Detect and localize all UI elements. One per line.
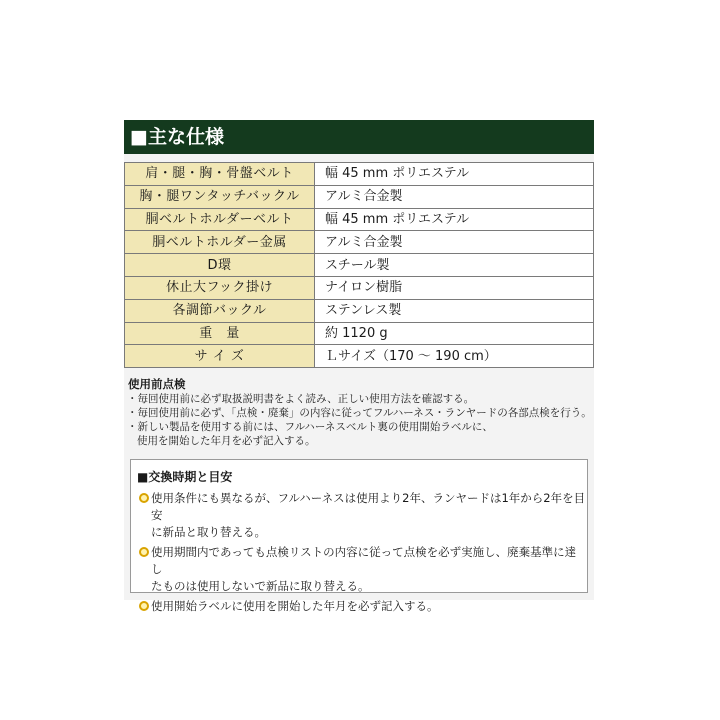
bullet-circle-icon [139, 601, 149, 611]
table-row [125, 208, 594, 231]
spec-value: 幅 45 mm ポリエステル [315, 208, 594, 231]
spec-label: 肩・腿・胸・骨盤ベルト [125, 163, 315, 186]
replacement-title: ■交換時期と目安 [137, 470, 233, 484]
table-row [125, 322, 594, 345]
spec-value: 約 1120 g [315, 322, 594, 345]
bullet-circle-icon [139, 493, 149, 503]
table-row [125, 231, 594, 254]
spec-label: 休止大フック掛け [125, 276, 315, 299]
check-line: ・毎回使用前に必ず、「点検・廃棄」の内容に従ってフルハーネス・ランヤードの各部点検を行う。 [127, 407, 592, 419]
list-item-text: 使用条件にも異なるが、フルハーネスは使用より2年、ランヤードは1年から2年を目安 [151, 491, 586, 522]
check-line: ・毎回使用前に必ず取扱説明書をよく読み、正しい使用方法を確認する。 [127, 393, 475, 405]
page-title: ■主な仕様 [124, 120, 594, 154]
list-item-text: に新品と取り替える。 [151, 525, 266, 539]
table-row [125, 299, 594, 322]
spec-value: ナイロン樹脂 [315, 276, 594, 299]
spec-table [124, 162, 594, 368]
spec-panel [124, 120, 594, 613]
table-row [125, 185, 594, 208]
pre-use-check-section [124, 376, 594, 448]
spec-label: 胸・腿ワンタッチバックル [125, 185, 315, 208]
table-row [125, 254, 594, 277]
spec-value: 幅 45 mm ポリエステル [315, 163, 594, 186]
check-line: 使用を開始した年月を必ず記入する。 [137, 435, 316, 447]
spec-value: ステンレス製 [315, 299, 594, 322]
list-item-text: 使用開始ラベルに使用を開始した年月を必ず記入する。 [151, 599, 439, 613]
spec-label: D環 [125, 254, 315, 277]
spec-label: 胴ベルトホルダー金属 [125, 231, 315, 254]
spec-label: 各調節バックル [125, 299, 315, 322]
bullet-circle-icon [139, 547, 149, 557]
spec-value: アルミ合金製 [315, 185, 594, 208]
spec-label: 重 量 [125, 322, 315, 345]
spec-value: Ｌサイズ（170 〜 190 cm） [315, 345, 594, 368]
list-item [131, 544, 587, 595]
table-row [125, 345, 594, 368]
list-item [131, 598, 587, 615]
spec-label: サ イ ズ [125, 345, 315, 368]
list-item [131, 490, 587, 541]
list-item-text: たものは使用しないで新品に取り替える。 [151, 579, 370, 593]
spec-value: スチール製 [315, 254, 594, 277]
replacement-guide-box [130, 459, 588, 613]
table-row [125, 163, 594, 186]
list-item-text: 使用期間内であっても点検リストの内容に従って点検を必ず実施し、廃棄基準に達し [151, 545, 577, 576]
spec-label: 胴ベルトホルダーベルト [125, 208, 315, 231]
spec-value: アルミ合金製 [315, 231, 594, 254]
table-row [125, 276, 594, 299]
check-line: ・新しい製品を使用する前には、フルハーネスベルト裏の使用開始ラベルに、 [127, 421, 493, 433]
check-title: 使用前点検 [128, 377, 186, 391]
